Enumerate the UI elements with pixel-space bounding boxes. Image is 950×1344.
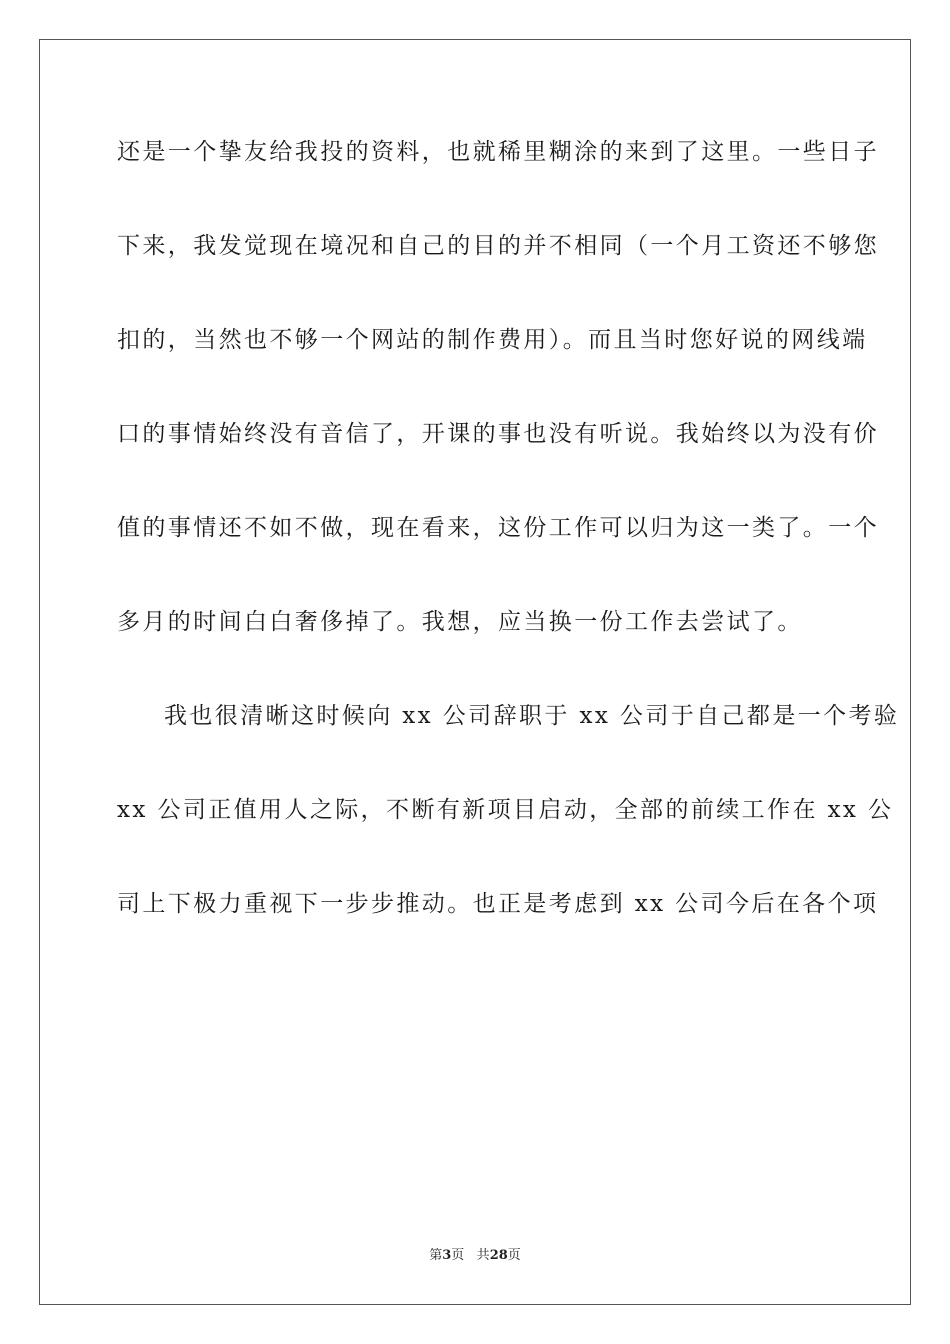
body-line-2: 下来，我发觉现在境况和自己的目的并不相同（一个月工资还不够您 [117,233,879,259]
total-pages: 28 [489,1248,508,1263]
page-suffix: 页 [451,1248,465,1263]
body-line-4: 口的事情始终没有音信了，开课的事也没有听说。我始终以为没有价 [117,421,879,447]
total-prefix: 共 [476,1248,490,1263]
page-border [39,39,911,1305]
body-line-9: 司上下极力重视下一步步推动。也正是考虑到 xx 公司今后在各个项 [117,891,879,917]
body-line-6: 多月的时间白白奢侈掉了。我想，应当换一份工作去尝试了。 [117,609,803,635]
page-number: 3 [442,1248,452,1263]
body-line-7: 我也很清晰这时候向 xx 公司辞职于 xx 公司于自己都是一个考验 [164,703,900,729]
page-prefix: 第 [429,1248,443,1263]
total-suffix: 页 [507,1248,521,1263]
body-line-5: 值的事情还不如不做，现在看来，这份工作可以归为这一类了。一个 [117,515,879,541]
body-line-1: 还是一个挚友给我投的资料，也就稀里糊涂的来到了这里。一些日子 [117,139,879,165]
body-line-3: 扣的，当然也不够一个网站的制作费用）。而且当时您好说的网线端 [117,327,868,353]
page-footer [0,1247,950,1265]
body-line-8: xx 公司正值用人之际，不断有新项目启动，全部的前续工作在 xx 公 [117,797,894,823]
